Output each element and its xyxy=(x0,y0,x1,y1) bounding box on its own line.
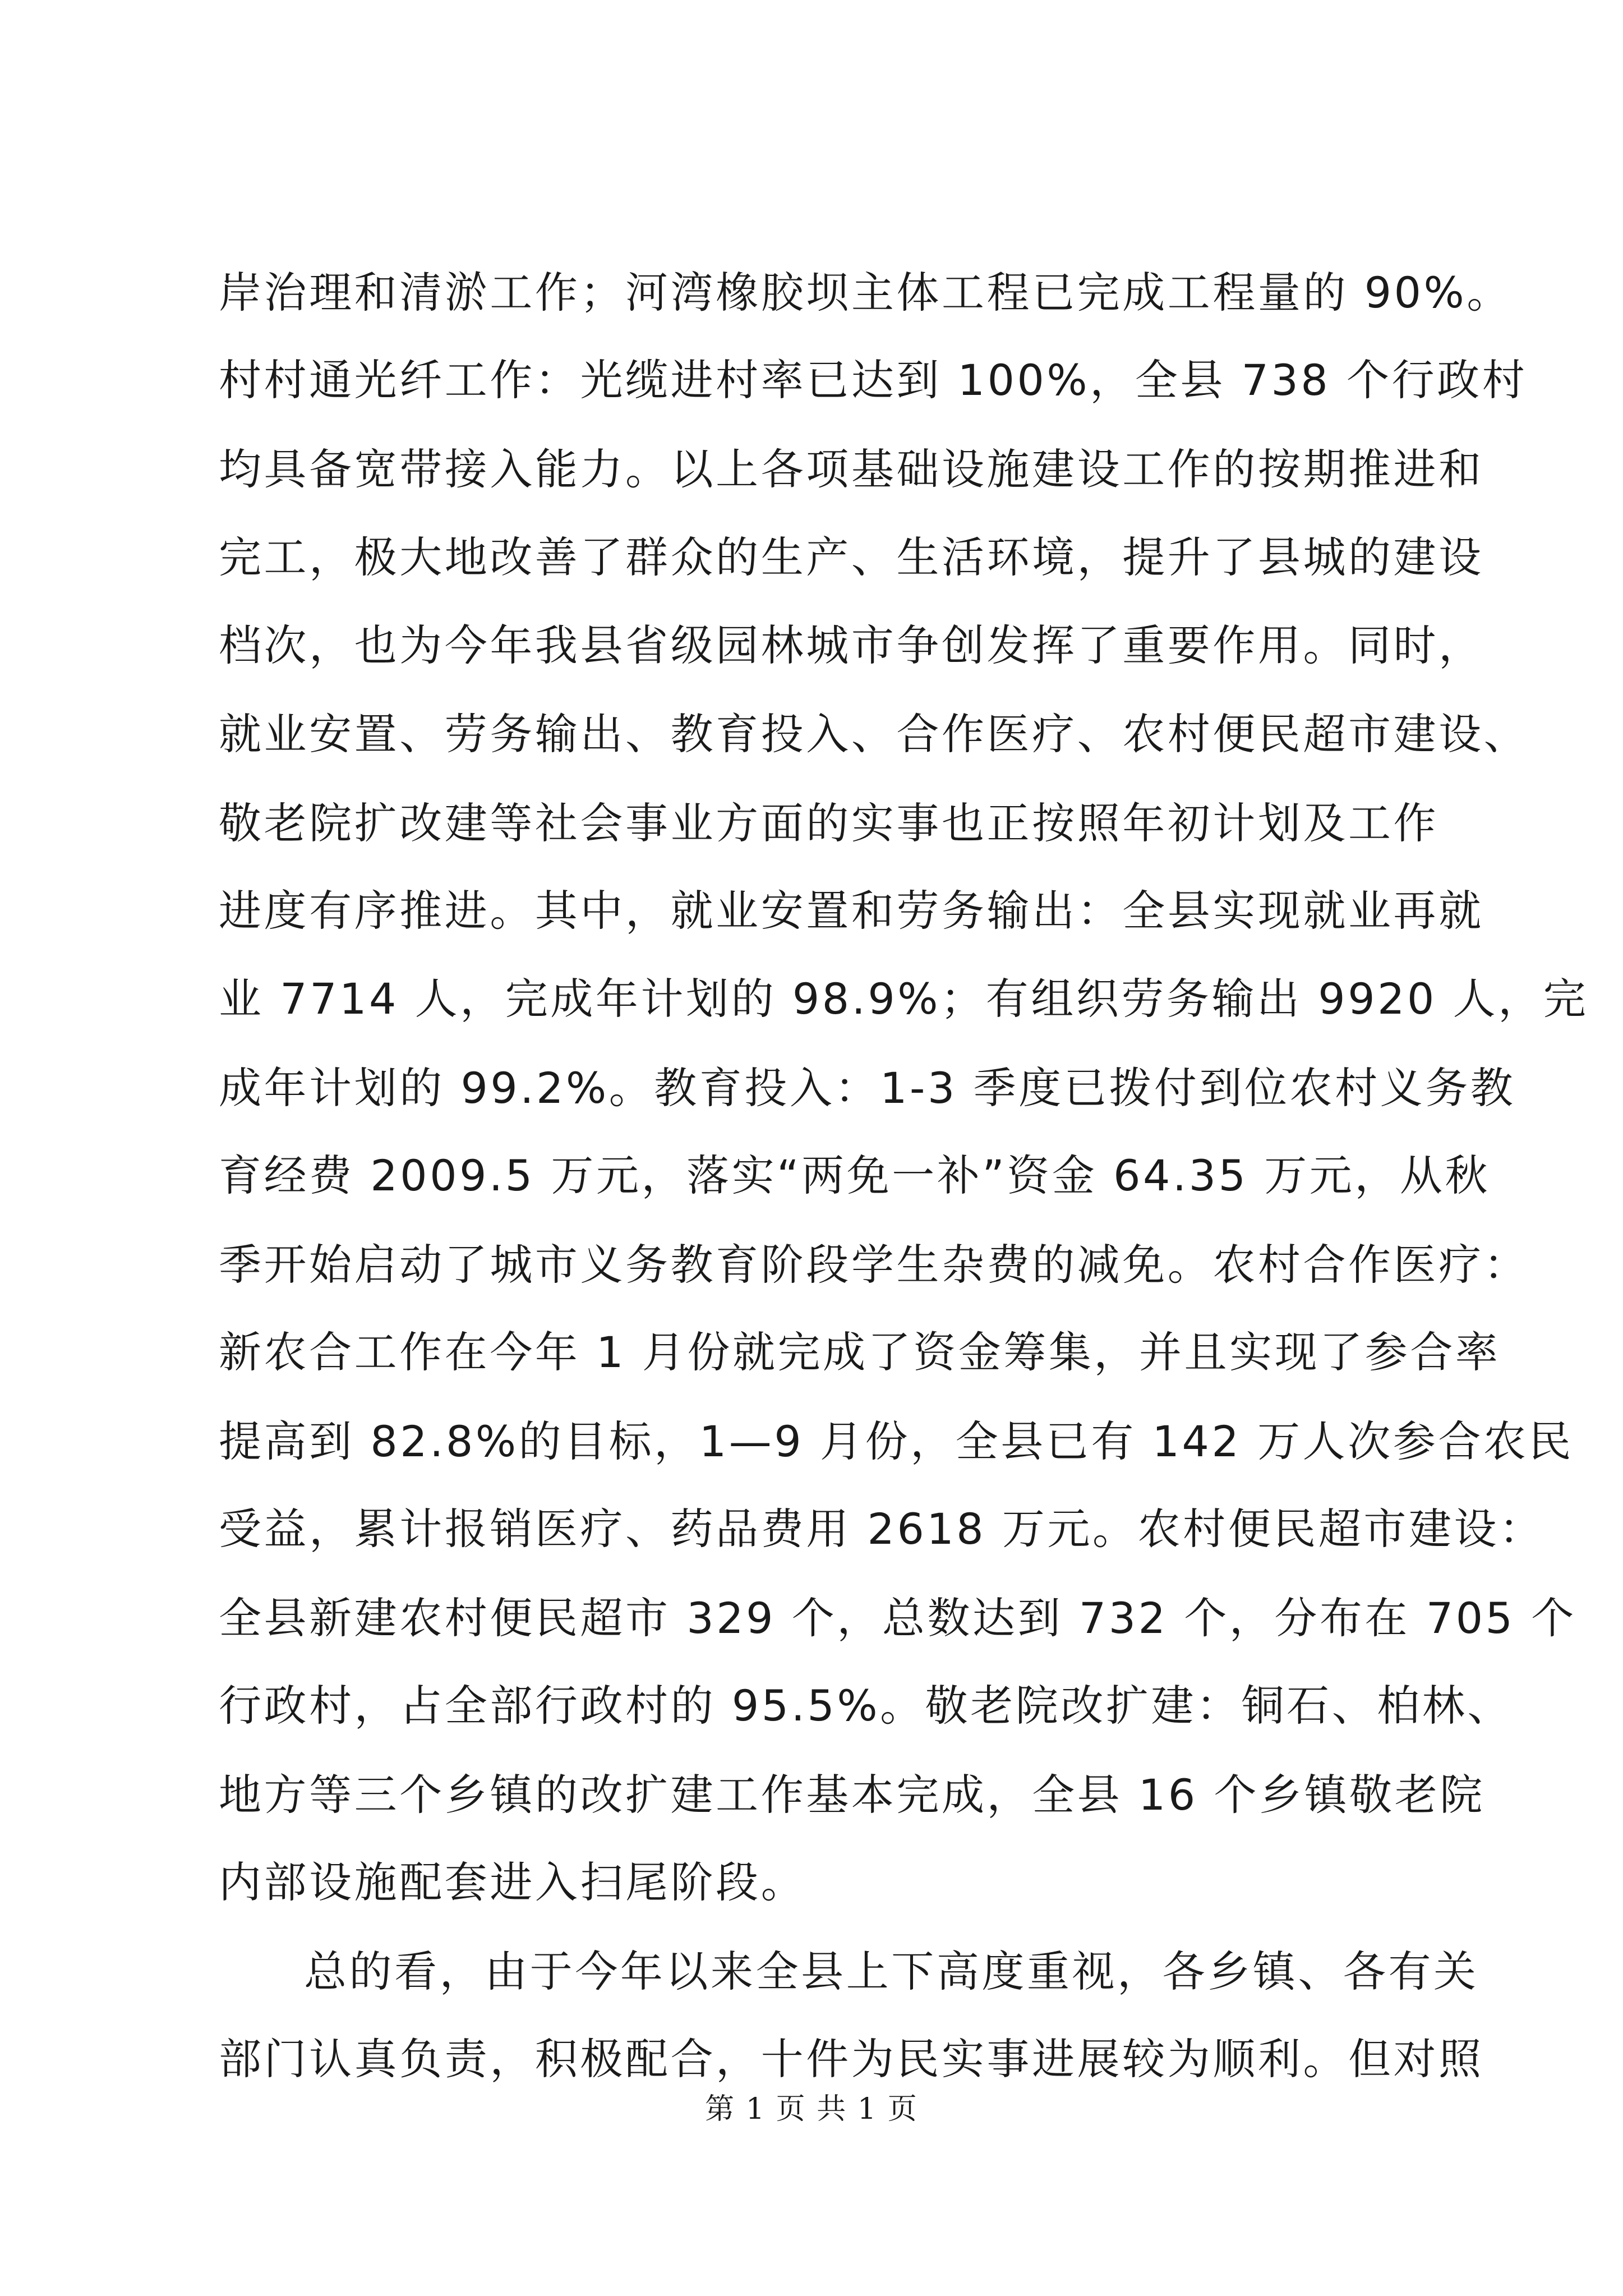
text-line-13: 新农合工作在今年 1 月份就完成了资金筹集，并且实现了参合率 xyxy=(219,1327,1501,1377)
text-line-4: 完工，极大地改善了群众的生产、生活环境，提升了县城的建设 xyxy=(219,532,1484,582)
text-line-14: 提高到 82.8%的目标，1—9 月份，全县已有 142 万人次参合农民 xyxy=(219,1416,1574,1466)
text-line-17: 行政村，占全部行政村的 95.5%。敬老院改扩建：铜石、柏林、 xyxy=(219,1681,1513,1731)
text-line-2: 村村通光纤工作：光缆进村率已达到 100%，全县 738 个行政村 xyxy=(219,355,1528,405)
text-line-1: 岸治理和清淤工作；河湾橡胶坝主体工程已完成工程量的 90%。 xyxy=(219,268,1512,318)
text-line-16: 全县新建农村便民超市 329 个，总数达到 732 个，分布在 705 个 xyxy=(219,1593,1576,1643)
text-line-5: 档次，也为今年我县省级园林城市争创发挥了重要作用。同时， xyxy=(219,620,1484,670)
page-footer: 第 1 页 共 1 页 xyxy=(705,2092,918,2126)
text-line-15: 受益，累计报销医疗、药品费用 2618 万元。农村便民超市建设： xyxy=(219,1504,1544,1554)
text-line-21: 部门认真负责，积极配合，十件为民实事进展较为顺利。但对照 xyxy=(219,2034,1484,2084)
text-line-12: 季开始启动了城市义务教育阶段学生杂费的减免。农村合作医疗： xyxy=(219,1240,1529,1290)
text-line-6: 就业安置、劳务输出、教育投入、合作医疗、农村便民超市建设、 xyxy=(219,709,1529,759)
text-line-8: 进度有序推进。其中，就业安置和劳务输出：全县实现就业再就 xyxy=(219,886,1484,936)
text-line-3: 均具备宽带接入能力。以上各项基础设施建设工作的按期推进和 xyxy=(219,444,1484,494)
text-line-11: 育经费 2009.5 万元，落实“两免一补”资金 64.35 万元，从秋 xyxy=(219,1151,1491,1200)
text-line-9: 业 7714 人，完成年计划的 98.9%；有组织劳务输出 9920 人，完 xyxy=(219,974,1589,1024)
text-line-10: 成年计划的 99.2%。教育投入：1-3 季度已拨付到位农村义务教 xyxy=(219,1063,1516,1113)
text-line-20: 总的看，由于今年以来全县上下高度重视，各乡镇、各有关 xyxy=(304,1947,1479,1996)
text-line-19: 内部设施配套进入扫尾阶段。 xyxy=(219,1857,806,1907)
text-line-7: 敬老院扩改建等社会事业方面的实事也正按照年初计划及工作 xyxy=(219,798,1439,848)
text-line-18: 地方等三个乡镇的改扩建工作基本完成，全县 16 个乡镇敬老院 xyxy=(219,1770,1485,1820)
